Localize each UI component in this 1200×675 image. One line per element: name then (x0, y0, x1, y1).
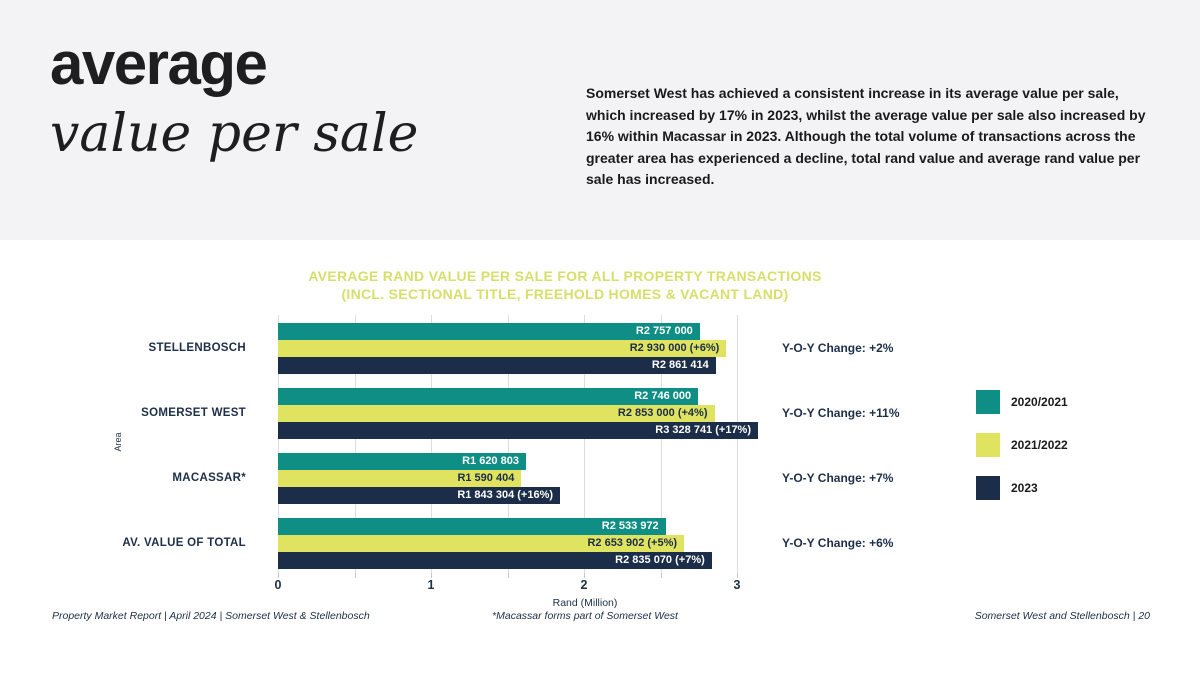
legend-swatch-2021-2022 (976, 433, 1000, 457)
bar-2023-somerset-west (278, 422, 758, 439)
x-tick-label-1: 1 (427, 578, 435, 592)
yoy-label-stellenbosch: Y-O-Y Change: +2% (782, 341, 894, 355)
bar-chart-plot (278, 315, 751, 573)
bar-2020-2021-somerset-west (278, 388, 698, 405)
bar-2020-2021-macassar (278, 453, 526, 470)
gridline (737, 315, 738, 573)
header-band (0, 0, 1200, 240)
bar-value-label: R2 861 414 (651, 359, 709, 371)
bar-value-label: R1 590 404 (457, 472, 515, 484)
y-axis-label: Area (113, 432, 123, 452)
yoy-label-macassar: Y-O-Y Change: +7% (782, 471, 894, 485)
legend-swatch-2020-2021 (976, 390, 1000, 414)
footer-page-number: Somerset West and Stellenbosch | 20 (974, 610, 1150, 622)
bar-value-label: R2 835 070 (+7%) (615, 554, 705, 566)
bar-2023-av-value-of-total (278, 552, 712, 569)
bar-value-label: R2 746 000 (634, 390, 692, 402)
footer-macassar-note: *Macassar forms part of Somerset West (492, 610, 678, 622)
legend-label-2020-2021: 2020/2021 (1011, 395, 1068, 409)
axis-tick (355, 573, 356, 578)
legend-label-2023: 2023 (1011, 481, 1038, 495)
chart-title (215, 268, 915, 303)
bar-value-label: R1 843 304 (+16%) (457, 489, 554, 501)
chart-legend (976, 390, 1068, 519)
bar-2021-2022-somerset-west (278, 405, 715, 422)
bar-2023-stellenbosch (278, 357, 716, 374)
bar-value-label: R2 930 000 (+6%) (629, 342, 720, 354)
chart-title-line2: (INCL. SECTIONAL TITLE, FREEHOLD HOMES & VACANT LAND) (341, 285, 789, 302)
bar-value-label: R2 853 000 (+4%) (617, 407, 708, 419)
page-subtitle: value per sale (50, 104, 419, 164)
bar-value-label: R2 653 902 (+5%) (587, 537, 678, 549)
legend-item-2023 (976, 476, 1068, 500)
page-title: average (50, 30, 267, 97)
axis-tick (661, 573, 662, 578)
bar-2023-macassar (278, 487, 560, 504)
axis-tick (508, 573, 509, 578)
yoy-label-somerset-west: Y-O-Y Change: +11% (782, 406, 900, 420)
legend-item-2020-2021 (976, 390, 1068, 414)
bar-2021-2022-av-value-of-total (278, 535, 684, 552)
category-label-stellenbosch: STELLENBOSCH (148, 342, 246, 354)
bar-value-label: R2 533 972 (601, 520, 659, 532)
bar-2020-2021-av-value-of-total (278, 518, 666, 535)
bar-value-label: R1 620 803 (462, 455, 519, 467)
bar-2020-2021-stellenbosch (278, 323, 700, 340)
bar-value-label: R2 757 000 (635, 325, 693, 337)
footer-report-info: Property Market Report | April 2024 | Somerset West & Stellenbosch (52, 610, 370, 622)
x-tick-label-0: 0 (274, 578, 282, 592)
yoy-label-av-value-of-total: Y-O-Y Change: +6% (782, 536, 894, 550)
bar-2021-2022-macassar (278, 470, 521, 487)
legend-label-2021-2022: 2021/2022 (1011, 438, 1068, 452)
legend-item-2021-2022 (976, 433, 1068, 457)
chart-title-line1: AVERAGE RAND VALUE PER SALE FOR ALL PROPERTY TRANSACTIONS (308, 268, 822, 284)
category-label-macassar: MACASSAR* (172, 472, 246, 484)
x-axis-label: Rand (Million) (552, 597, 618, 609)
x-tick-label-3: 3 (733, 578, 741, 592)
x-tick-label-2: 2 (580, 578, 588, 592)
legend-swatch-2023 (976, 476, 1000, 500)
category-label-somerset-west: SOMERSET WEST (141, 407, 246, 419)
bar-value-label: R3 328 741 (+17%) (655, 424, 751, 436)
category-label-av-value-of-total: AV. VALUE OF TOTAL (122, 537, 246, 549)
bar-2021-2022-stellenbosch (278, 340, 726, 357)
intro-paragraph: Somerset West has achieved a consistent increase in its average value per sale, which increased by 17% in 2023, whilst the average value per sale also increased by 16% within Macassar in 2023. Although the total volume of transactions across the greater area has experienced a decline, total rand value and average rand value per sale has increased. (586, 85, 1146, 187)
